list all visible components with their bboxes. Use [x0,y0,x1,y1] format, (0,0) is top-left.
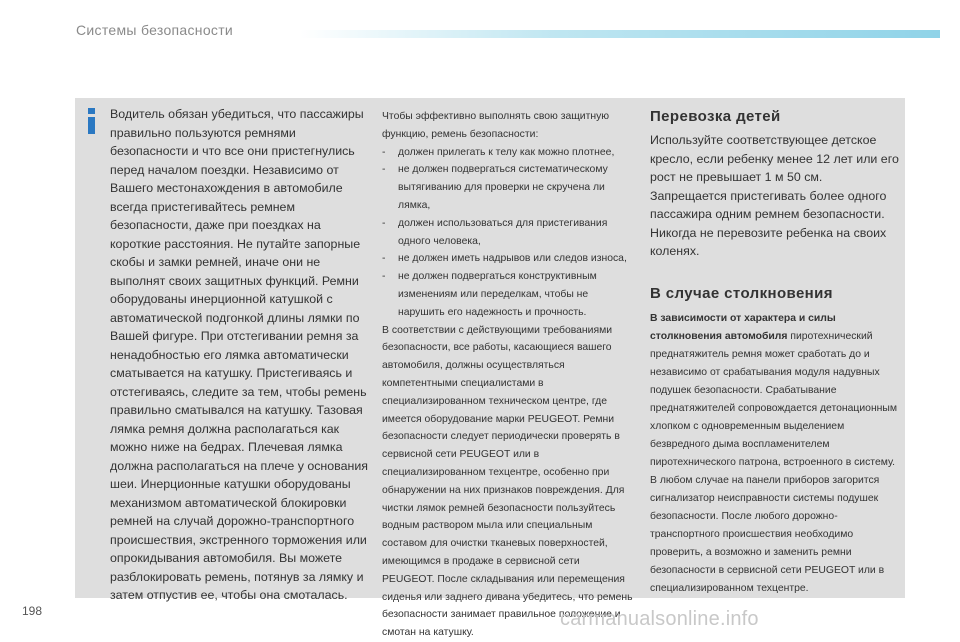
heading-collision: В случае столкновения [650,284,833,302]
requirements-list [382,144,634,322]
column-seatbelt-requirements [382,108,634,642]
child-transport-text: Используйте соответствующее детское кресло, если ребенку менее 12 лет или его рост не превышает 1 м 50 см. Запрещается пристегивать более одного пассажира одним ремнем безопасности. Никогда не перевозите ребенка на своих коленях. [650,133,899,258]
bullet-marker: - [382,253,386,265]
list-item-text: должен использоваться для пристегивания одного человека, [398,217,608,247]
column-seatbelt-usage [110,105,370,605]
section-title: Системы безопасности [76,22,234,38]
collision-text [650,310,900,598]
list-item-text: не должен подвергаться систематическому вытягиванию для проверки не скручена ли лямка, [398,164,608,211]
requirements-intro: Чтобы эффективно выполнять свою защитную функцию, ремень безопасности: [382,111,610,140]
watermark: carmanualsonline.info [560,608,759,630]
bullet-marker: - [382,271,386,283]
requirements-service-text: В соответствии с действующими требованиями безопасности, все работы, касающиеся вашего автомобиля, должны осуществляться компетентными специалистами в специализированном техническом центре, где имеется оборудование марки PEUGEOT. Ремни безопасности следует периодически проверять в сервисной сети PEUGEOT или в специализированном техцентре, особенно при обнаружении на них признаков повреждения. Для чистки лямок ремней безопасности пользуйтесь водным раствором мыла или специальным составом для очистки тканевых поверхностей, имеющимся в продаже в сервисной сети PEUGEOT. После складывания или перемещения сиденья или заднего дивана убедитесь, что ремень безопасности занимает правильное положение и смотан на катушку. [382,324,633,639]
bullet-marker: - [382,217,386,229]
page-number: 198 [22,604,43,618]
bullet-marker: - [382,146,386,158]
bullet-marker: - [382,164,386,176]
list-item [382,268,634,321]
list-item [382,250,634,268]
collision-text-rest: пиротехнический преднатяжитель ремня может сработать до и независимо от срабатывания модуля надувных подушек безопасности. Срабатывание преднатяжителей сопровождается детонационным хлопком с одновременным выделением безвредного дыма воспламенителем пиротехнического патрона, встроенного в систему. В любом случае на панели приборов загорится сигнализатор неисправности системы подушек безопасности. После любого дорожно-транспортного происшествия необходимо проверить, а возможно и заменить ремни безопасности в сервисной сети PEUGEOT или в специализированном техцентре. [650,330,898,594]
list-item-text: не должен иметь надрывов или следов износа, [398,253,627,265]
seatbelt-usage-text: Водитель обязан убедиться, что пассажиры правильно пользуются ремнями безопасности и что все они пристегнулись перед началом поездки. Независимо от Вашего местонахождения в автомобиле всегда пристегивайтесь ремнем безопасности, даже при поездках на короткие расстояния. Не путайте запорные скобы и замки ремней, иначе они не выполнят своих защитных функций. Ремни оборудованы инерционной катушкой с автоматической подгонкой длины лямки по Вашей фигуре. При отстегивании ремня за ненадобностью его лямка автоматически сматывается на катушку. Пристегиваясь и отстегиваясь, следите за тем, чтобы ремень правильно сматывался на катушку. Тазовая лямка ремня должна располагаться как можно ниже на бедрах. Плечевая лямка должна располагаться на плече у основания шеи. Инерционные катушки оборудованы механизмом автоматической блокировки ремней на случай дорожно-транспортного происшествия, экстренного торможения или опрокидывания автомобиля. Вы можете разблокировать ремень, потянув за лямку и затем отпустив ее, чтобы она смоталась. [110,107,368,602]
info-icon [85,108,98,134]
list-item [382,161,634,214]
list-item [382,215,634,251]
header-bar [300,30,940,38]
heading-child-transport: Перевозка детей [650,108,781,125]
list-item-text: не должен подвергаться конструктивным изменениям или переделкам, чтобы не нарушить его надежность и прочность. [398,271,597,318]
column-children-and-collision [650,108,900,598]
list-item [382,144,634,162]
collision-text-bold: В зависимости от характера и силы столкновения автомобиля [650,312,836,342]
list-item-text: должен прилегать к телу как можно плотнее, [398,146,615,158]
